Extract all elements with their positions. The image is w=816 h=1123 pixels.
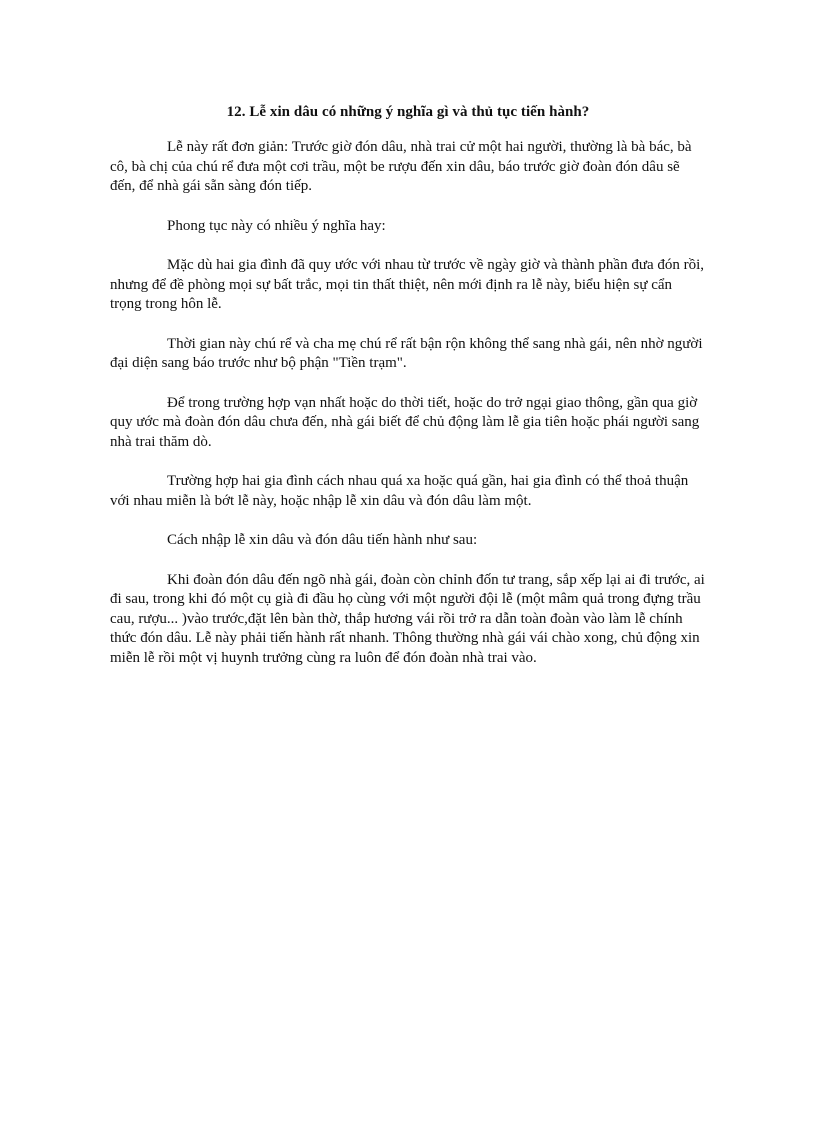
paragraph-3: Mặc dù hai gia đình đã quy ước với nhau từ trước về ngày giờ và thành phần đưa đón rồi, nhưng để đề phòng mọi sự bất trắc, mọi tin thất thiệt, nên mới định ra lễ này, biểu hiện sự cẩn trọng trong hôn lễ. — [110, 257, 705, 312]
paragraph-8: Khi đoàn đón dâu đến ngõ nhà gái, đoàn còn chỉnh đốn tư trang, sắp xếp lại ai đi trước, ai đi sau, trong khi đó một cụ già đi đầu họ cùng với một người đội lễ (một mâm quả trong đựng trầu cau, rượu... )vào trước,đặt lên bàn thờ, thắp hương vái rồi trở ra dẫn toàn đoàn vào làm lễ chính thức đón dâu. Lễ này phải tiến hành rất nhanh. Thông thường nhà gái vái chào xong, chủ động xin miễn lễ rồi một vị huynh trưởng cùng ra luôn để đón đoàn nhà trai vào. — [110, 571, 705, 666]
paragraph-5: Để trong trường hợp vạn nhất hoặc do thời tiết, hoặc do trở ngại giao thông, gần qua giờ quy ước mà đoàn đón dâu chưa đến, nhà gái biết để chủ động làm lễ gia tiên hoặc phái người sang nhà trai thăm dò. — [110, 394, 700, 450]
document-body — [110, 138, 706, 688]
document-title: 12. Lễ xin dâu có những ý nghĩa gì và thủ tục tiến hành? — [226, 104, 590, 120]
paragraph-1: Lễ này rất đơn giản: Trước giờ đón dâu, nhà trai cử một hai người, thường là bà bác, bà cô, bà chị của chú rể đưa một cơi trầu, một be rượu đến xin dâu, báo trước giờ đoàn đón dâu sẽ đến, để nhà gái sẵn sàng đón tiếp. — [110, 139, 692, 194]
paragraph-7: Cách nhập lễ xin dâu và đón dâu tiến hành như sau: — [167, 532, 478, 548]
paragraph-4: Thời gian này chú rể và cha mẹ chú rể rất bận rộn không thể sang nhà gái, nên nhờ người đại diện sang báo trước như bộ phận "Tiền trạm". — [110, 335, 703, 371]
paragraph-2: Phong tục này có nhiều ý nghĩa hay: — [167, 217, 386, 234]
paragraph-6: Trường hợp hai gia đình cách nhau quá xa hoặc quá gần, hai gia đình có thể thoả thuận với nhau miễn là bớt lễ này, hoặc nhập lễ xin dâu và đón dâu làm một. — [110, 473, 689, 509]
